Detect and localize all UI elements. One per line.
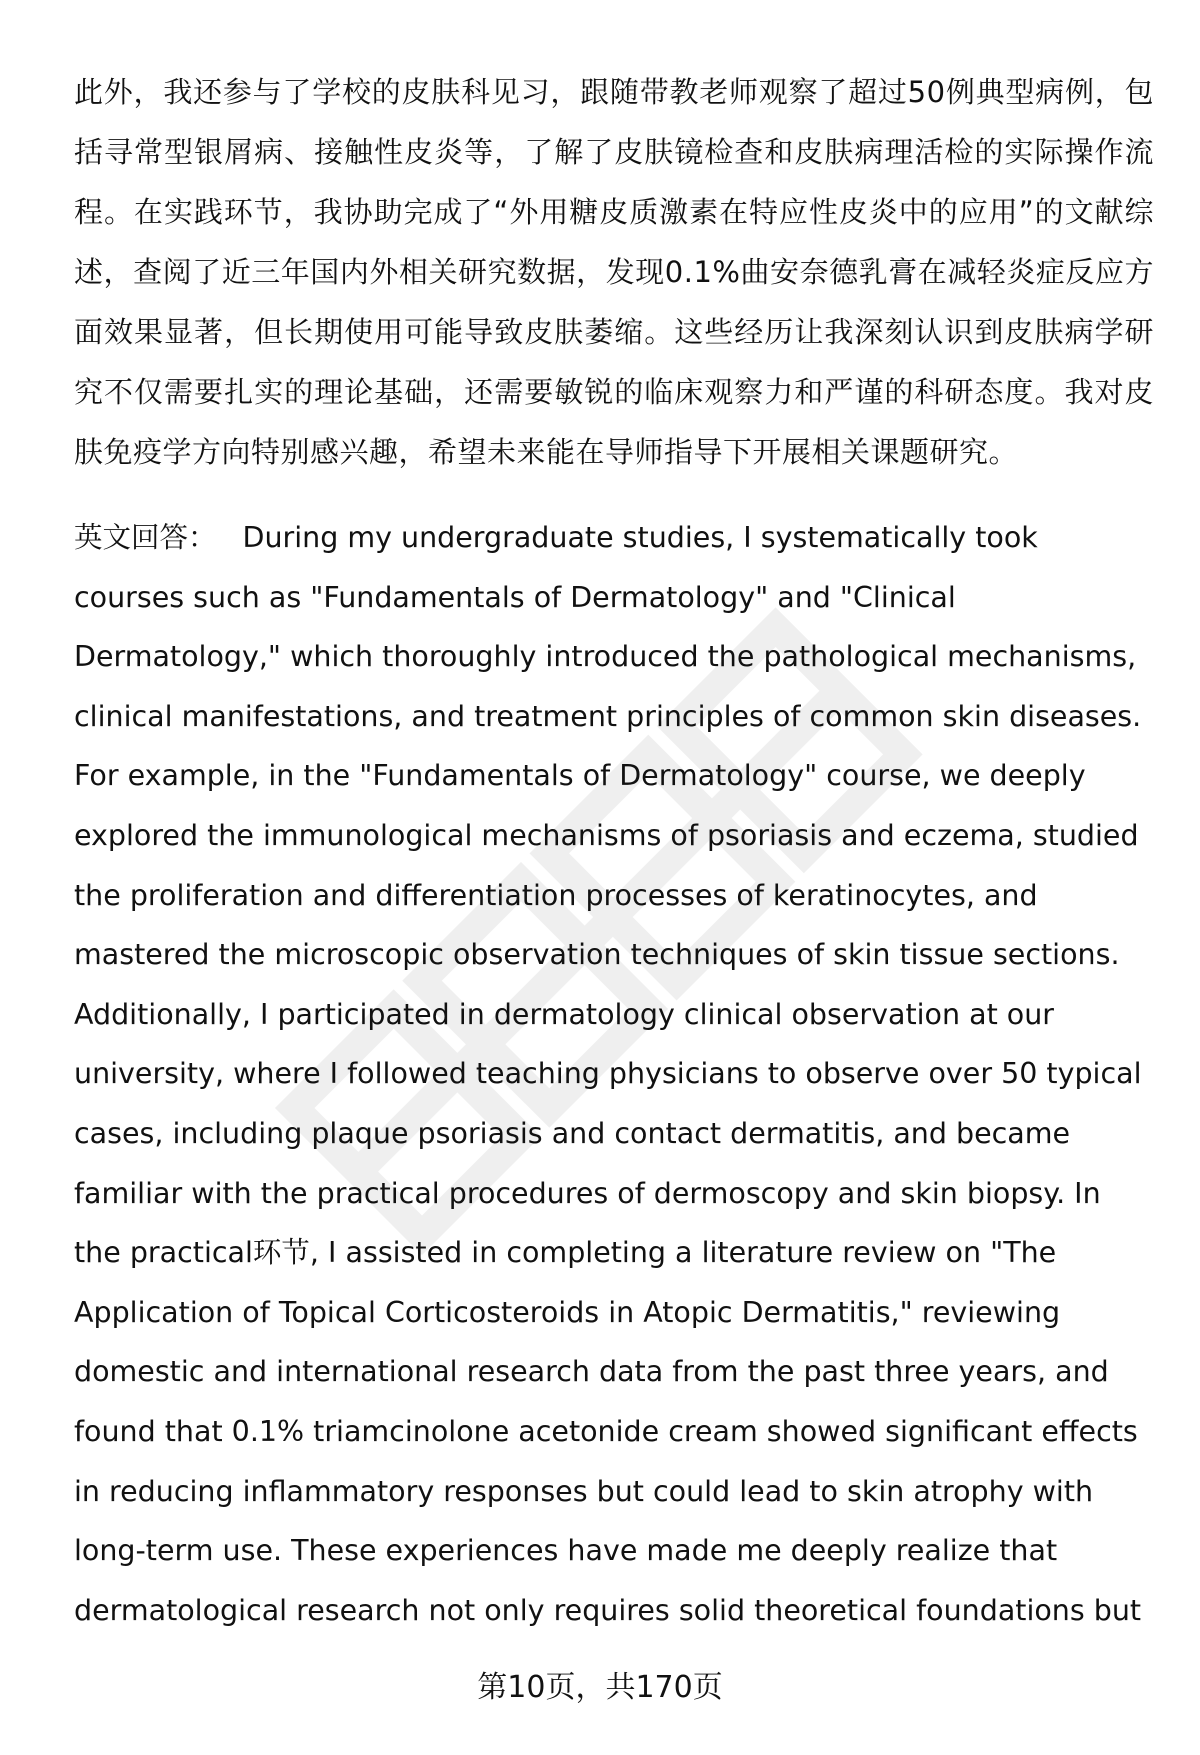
english-answer-text: During my undergraduate studies, I systematically took courses such as "Fundamentals of Dermatology" and "Clinical Dermatology," which thoroughly introduced the pathological mechanisms, clinical manifestations, and treatment principles of common skin diseases. For example, in the "Fundamentals of Dermatology" course, we deeply explored the immunological mechanisms of psoriasis and eczema, studied the proliferation and differentiation processes of keratinocytes, and mastered the microscopic observation techniques of skin tissue sections. Additionally, I participated in dermatology clinical observation at our university, where I followed teaching physicians to observe over 50 typical cases, including plaque psoriasis and contact dermatitis, and became familiar with the practical procedures of dermoscopy and skin biopsy. In the practical环节, I assisted in completing a literature review on "The Application of Topical Corticosteroids in Atopic Dermatitis," reviewing domestic and international research data from the past three years, and found that 0.1% triamcinolone acetonide cream showed significant effects in reducing inflammatory responses but could lead to skin atrophy with long-term use. These experiences have made me deeply realize that dermatological research not only requires solid theoretical foundations but xyxy=(74,521,1142,1627)
answer-label: 英文回答： xyxy=(74,521,217,554)
document-body xyxy=(74,62,1154,1640)
page-number-footer: 第10页，共170页 xyxy=(477,1670,723,1705)
english-answer-paragraph xyxy=(74,508,1154,1640)
chinese-paragraph: 此外，我还参与了学校的皮肤科见习，跟随带教老师观察了超过50例典型病例，包括寻常型银屑病、接触性皮炎等，了解了皮肤镜检查和皮肤病理活检的实际操作流程。在实践环节，我协助完成了“外用糖皮质激素在特应性皮炎中的应用”的文献综述，查阅了近三年国内外相关研究数据，发现0.1%曲安奈德乳膏在减轻炎症反应方面效果显著，但长期使用可能导致皮肤萎缩。这些经历让我深刻认识到皮肤病学研究不仅需要扎实的理论基础，还需要敏锐的临床观察力和严谨的科研态度。我对皮肤免疫学方向特别感兴趣，希望未来能在导师指导下开展相关课题研究。 xyxy=(74,75,1154,469)
